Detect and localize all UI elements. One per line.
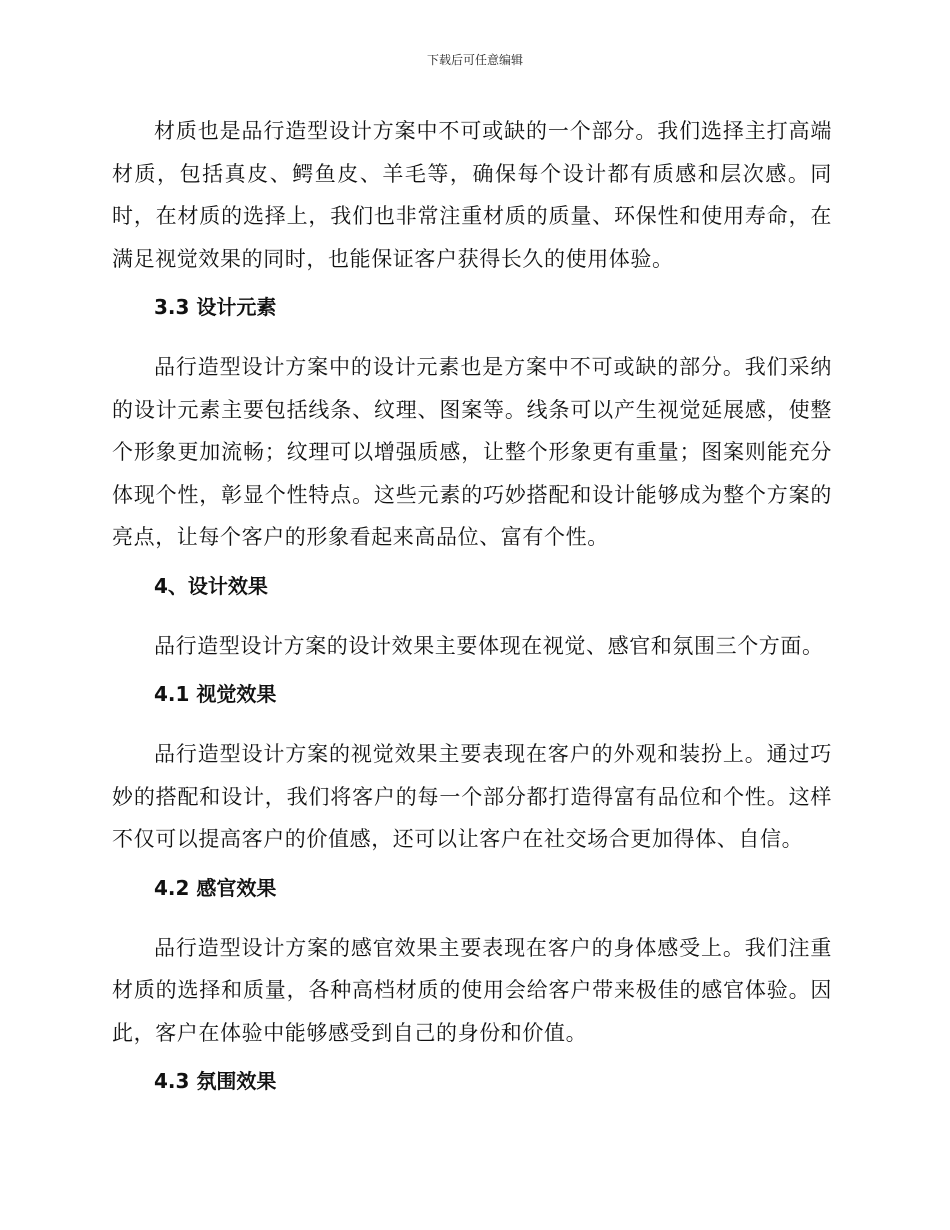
paragraph-sensory-effect: 品行造型设计方案的感官效果主要表现在客户的身体感受上。我们注重材质的选择和质量，各种高档材质的使用会给客户带来极佳的感官体验。因此，客户在体验中能够感受到自己的身份和价值。 <box>112 935 832 1045</box>
paragraph-visual-effect: 品行造型设计方案的视觉效果主要表现在客户的外观和装扮上。通过巧妙的搭配和设计，我们将客户的每一个部分都打造得富有品位和个性。这样不仅可以提高客户的价值感，还可以让客户在社交场合更加得体、自信。 <box>112 742 832 851</box>
page-header: 下载后可任意编辑 <box>426 53 523 67</box>
heading-4-design-effects: 4、设计效果 <box>154 573 268 598</box>
document-body <box>112 110 832 1120</box>
paragraph-design-elements: 品行造型设计方案中的设计元素也是方案中不可或缺的部分。我们采纳的设计元素主要包括线条、纹理、图案等。线条可以产生视觉延展感，使整个形象更加流畅；纹理可以增强质感，让整个形象更有重量；图案则能充分体现个性，彰显个性特点。这些元素的巧妙搭配和设计能够成为整个方案的亮点，让每个客户的形象看起来高品位、富有个性。 <box>112 355 832 549</box>
heading-4-1-visual-effect: 4.1 视觉效果 <box>154 682 277 706</box>
heading-4-3-atmosphere-effect: 4.3 氛围效果 <box>154 1069 277 1093</box>
paragraph-design-effects-intro: 品行造型设计方案的设计效果主要体现在视觉、感官和氛围三个方面。 <box>154 633 824 658</box>
paragraph-materials: 材质也是品行造型设计方案中不可或缺的一个部分。我们选择主打高端材质，包括真皮、鳄鱼皮、羊毛等，确保每个设计都有质感和层次感。同时，在材质的选择上，我们也非常注重材质的质量、环保性和使用寿命，在满足视觉效果的同时，也能保证客户获得长久的使用体验。 <box>112 119 832 271</box>
heading-4-2-sensory-effect: 4.2 感官效果 <box>154 875 277 900</box>
heading-3-3-design-elements: 3.3 设计元素 <box>154 295 277 319</box>
